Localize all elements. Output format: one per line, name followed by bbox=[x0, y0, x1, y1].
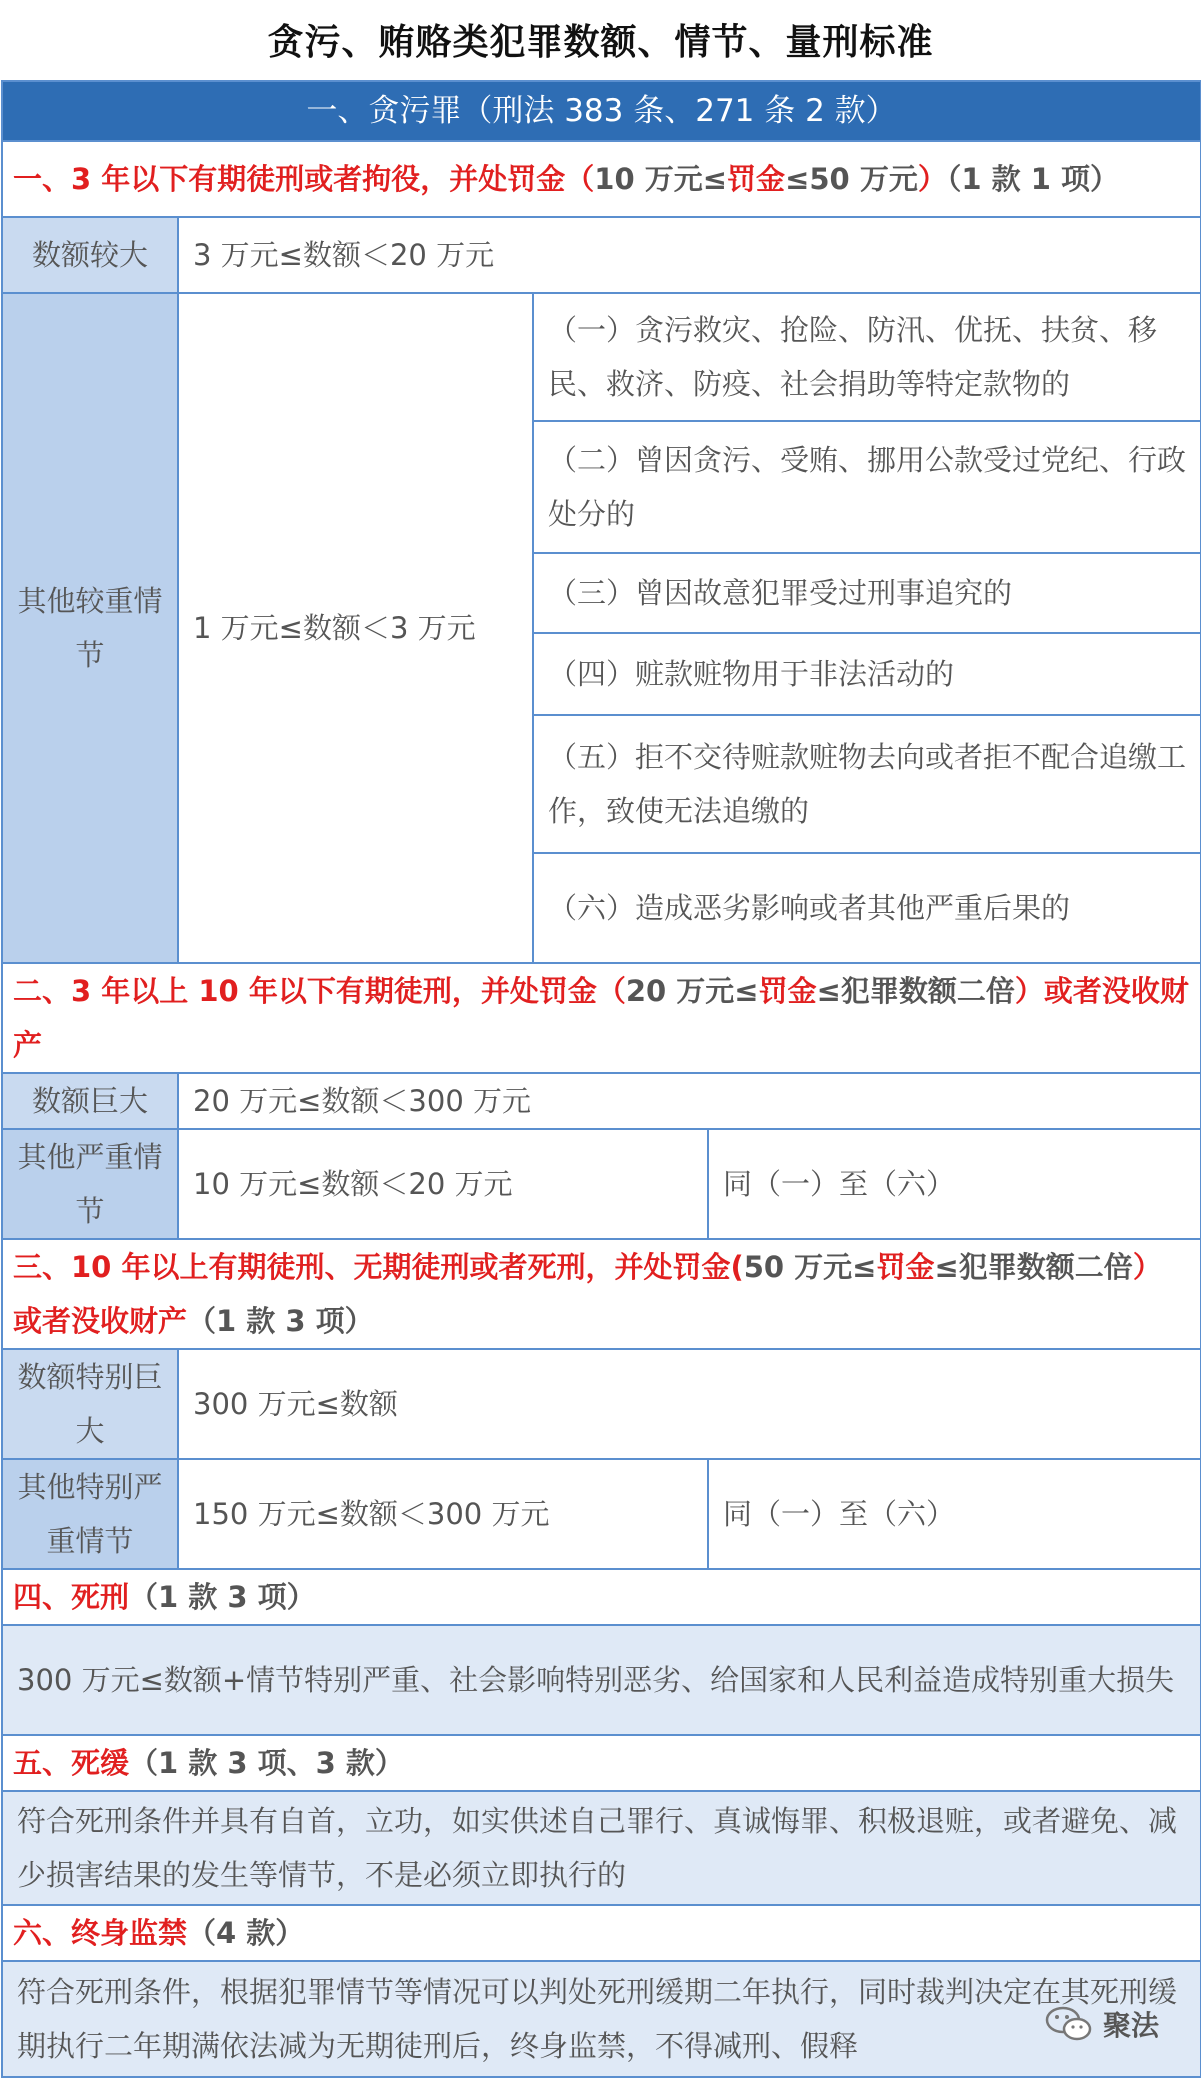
section-3-heading bbox=[2, 1239, 1201, 1349]
section-1-heading bbox=[2, 141, 1201, 217]
label-amount-huge: 数额巨大 bbox=[2, 1073, 178, 1129]
section-1-fine-min: 10 万元≤ bbox=[594, 162, 727, 196]
section-5-red: 五、死缓 bbox=[13, 1746, 129, 1780]
section-6-red: 六、终身监禁 bbox=[13, 1916, 187, 1950]
section-1-fine-max: ≤50 万元 bbox=[785, 162, 918, 196]
row-serious-item-1 bbox=[2, 293, 1201, 421]
watermark-text: 聚法 bbox=[1103, 2004, 1159, 2044]
label-other-severe: 其他严重情节 bbox=[2, 1129, 178, 1239]
section-6-row bbox=[2, 1905, 1201, 1961]
value-other-severe: 10 万元≤数额＜20 万元 bbox=[178, 1129, 708, 1239]
suspended-death-text: 符合死刑条件并具有自首，立功，如实供述自己罪行、真诚悔罪、积极退赃，或者避免、减少损害结果的发生等情节，不是必须立即执行的 bbox=[2, 1791, 1201, 1905]
value-other-serious: 1 万元≤数额＜3 万元 bbox=[178, 293, 533, 963]
section-3-fine-min: 50 万元≤ bbox=[744, 1250, 877, 1284]
label-amount-large: 数额较大 bbox=[2, 217, 178, 293]
section-4-red: 四、死刑 bbox=[13, 1580, 129, 1614]
sentencing-table bbox=[1, 80, 1201, 2078]
row-other-severe bbox=[2, 1129, 1201, 1239]
label-other-very-severe: 其他特别严重情节 bbox=[2, 1459, 178, 1569]
life-imprisonment-text: 符合死刑条件，根据犯罪情节等情况可以判处死刑缓期二年执行，同时裁判决定在其死刑缓期执行二年期满依法减为无期徒刑后，终身监禁，不得减刑、假释 bbox=[2, 1961, 1201, 2077]
label-other-serious: 其他较重情节 bbox=[2, 293, 178, 963]
section-2-red: 二、3 年以上 10 年以下有期徒刑，并处罚金（ bbox=[13, 974, 626, 1008]
section-2-fine-min: 20 万元≤ bbox=[626, 974, 759, 1008]
section-2-fine-max: ≤犯罪数额二倍 bbox=[817, 974, 1015, 1008]
circumstance-item-4: （四）赃款赃物用于非法活动的 bbox=[533, 633, 1201, 715]
same-as-items-1: 同（一）至（六） bbox=[708, 1129, 1201, 1239]
section-3-article: （1 款 3 项） bbox=[187, 1304, 374, 1338]
section-2-fine-word: 罚金 bbox=[759, 974, 817, 1008]
row-death-penalty bbox=[2, 1625, 1201, 1735]
circumstance-item-2: （二）曾因贪污、受贿、挪用公款受过党纪、行政处分的 bbox=[533, 421, 1201, 553]
same-as-items-2: 同（一）至（六） bbox=[708, 1459, 1201, 1569]
value-amount-large: 3 万元≤数额＜20 万元 bbox=[178, 217, 1201, 293]
section-1-fine-word: 罚金 bbox=[727, 162, 785, 196]
section-5-heading bbox=[2, 1735, 1201, 1791]
watermark bbox=[1045, 2004, 1159, 2044]
section-4-row bbox=[2, 1569, 1201, 1625]
label-amount-very-huge: 数额特别巨大 bbox=[2, 1349, 178, 1459]
value-amount-huge: 20 万元≤数额＜300 万元 bbox=[178, 1073, 1201, 1129]
circumstance-item-6: （六）造成恶劣影响或者其他严重后果的 bbox=[533, 853, 1201, 963]
section-3-red: 三、10 年以上有期徒刑、无期徒刑或者死刑，并处罚金( bbox=[13, 1250, 744, 1284]
value-amount-very-huge: 300 万元≤数额 bbox=[178, 1349, 1201, 1459]
section-1-article: （1 款 1 项） bbox=[947, 162, 1119, 196]
row-amount-huge bbox=[2, 1073, 1201, 1129]
crime-header: 一、贪污罪（刑法 383 条、271 条 2 款） bbox=[2, 81, 1201, 141]
section-4-heading bbox=[2, 1569, 1201, 1625]
section-5-article: （1 款 3 项、3 款） bbox=[129, 1746, 404, 1780]
section-5-row bbox=[2, 1735, 1201, 1791]
page-title: 贪污、贿赂类犯罪数额、情节、量刑标准 bbox=[0, 0, 1201, 78]
section-6-article: （4 款） bbox=[187, 1916, 304, 1950]
section-1-red: 一、3 年以下有期徒刑或者拘役，并处罚金（ bbox=[13, 162, 594, 196]
section-3-fine-word: 罚金 bbox=[876, 1250, 934, 1284]
crime-header-row bbox=[2, 81, 1201, 141]
section-1-close: ） bbox=[918, 162, 947, 196]
section-6-heading bbox=[2, 1905, 1201, 1961]
section-1-row bbox=[2, 141, 1201, 217]
section-3-fine-max: ≤犯罪数额二倍 bbox=[935, 1250, 1133, 1284]
section-3-close: ）或者没收财产 bbox=[13, 1250, 1162, 1338]
chat-bubble-icon bbox=[1045, 2005, 1093, 2043]
row-amount-very-huge bbox=[2, 1349, 1201, 1459]
value-other-very-severe: 150 万元≤数额＜300 万元 bbox=[178, 1459, 708, 1569]
circumstance-item-5: （五）拒不交待赃款赃物去向或者拒不配合追缴工作，致使无法追缴的 bbox=[533, 715, 1201, 853]
circumstance-item-1: （一）贪污救灾、抢险、防汛、优抚、扶贫、移民、救济、防疫、社会捐助等特定款物的 bbox=[533, 293, 1201, 421]
row-other-very-severe bbox=[2, 1459, 1201, 1569]
section-2-close: ）或者没收财产 bbox=[13, 974, 1189, 1062]
section-2-heading bbox=[2, 963, 1201, 1073]
section-4-article: （1 款 3 项） bbox=[129, 1580, 316, 1614]
row-amount-large bbox=[2, 217, 1201, 293]
section-3-row bbox=[2, 1239, 1201, 1349]
row-life-imprisonment bbox=[2, 1961, 1201, 2077]
row-suspended-death bbox=[2, 1791, 1201, 1905]
circumstance-item-3: （三）曾因故意犯罪受过刑事追究的 bbox=[533, 553, 1201, 633]
death-penalty-text: 300 万元≤数额+情节特别严重、社会影响特别恶劣、给国家和人民利益造成特别重大损失 bbox=[2, 1625, 1201, 1735]
section-2-row bbox=[2, 963, 1201, 1073]
